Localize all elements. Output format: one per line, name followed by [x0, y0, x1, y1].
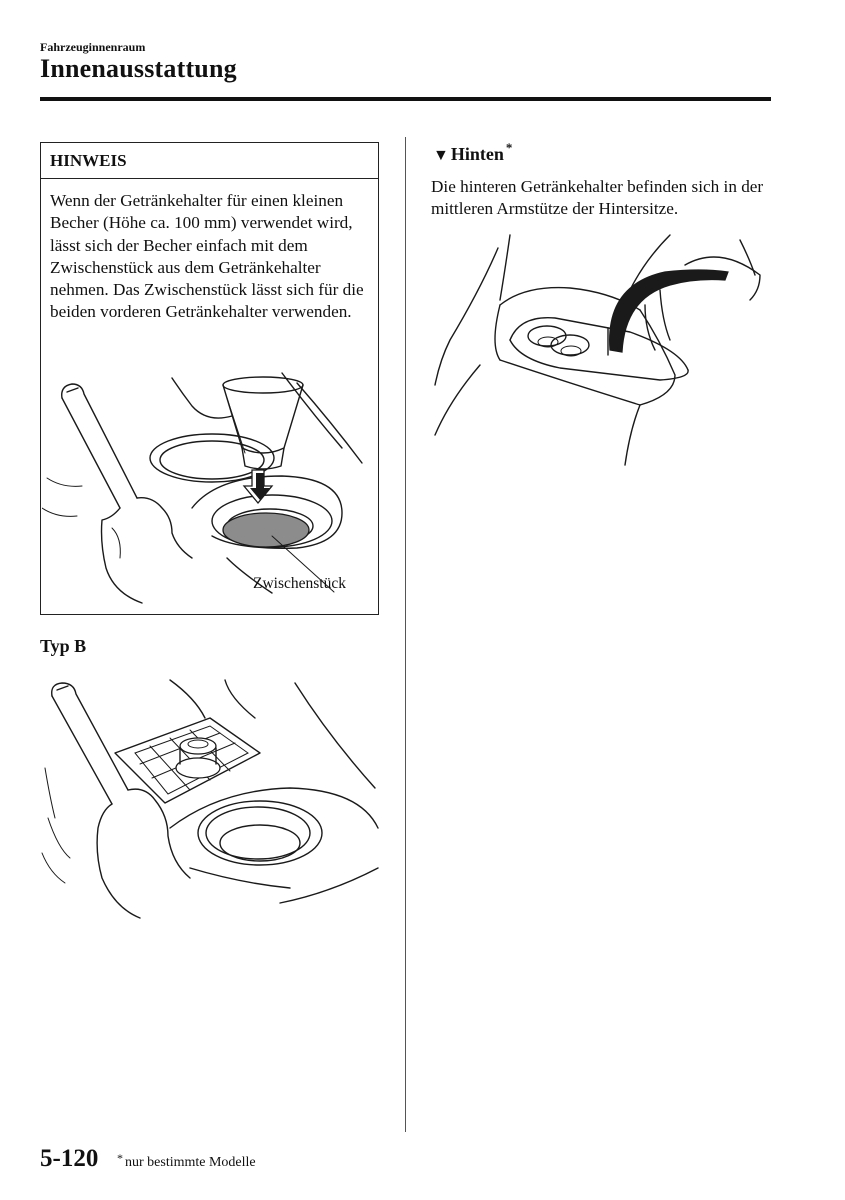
- column-divider: [405, 137, 406, 1132]
- typ-b-heading: Typ B: [40, 636, 87, 656]
- footnote-text: nur bestimmte Modelle: [125, 1155, 256, 1170]
- note-box: [40, 142, 379, 615]
- page-number: 5-120: [40, 1145, 99, 1172]
- note-text: Wenn der Getränkehalter für einen kleinen Becher (Höhe ca. 100 mm) verwendet wird, lässt sich der Becher einfach mit dem Zwischenstück aus dem Getränkehalter nehmen. Das Zwischenstück lässt sich für die beiden vorderen Getränkehalter verwenden.: [50, 191, 364, 322]
- typ-b-console-illustration: [40, 678, 380, 923]
- rear-text: Die hinteren Getränkehalter befinden sich in der mittleren Armstütze der Hintersitze.: [431, 177, 764, 219]
- page-title: Innenausstattung: [40, 54, 237, 83]
- rear-armrest-cup-holder-illustration: [430, 230, 770, 470]
- title-rule: [40, 97, 771, 101]
- rear-heading: [433, 140, 512, 165]
- triangle-icon: ▼: [433, 147, 449, 164]
- footnote: [117, 1151, 256, 1171]
- asterisk-icon: *: [505, 140, 513, 155]
- rear-heading-text: Hinten: [450, 144, 504, 164]
- footnote-asterisk: *: [117, 1151, 123, 1165]
- figure-label-adapter: Zwischenstück: [253, 575, 346, 592]
- note-heading: HINWEIS: [41, 143, 378, 179]
- section-label: Fahrzeuginnenraum: [40, 40, 146, 54]
